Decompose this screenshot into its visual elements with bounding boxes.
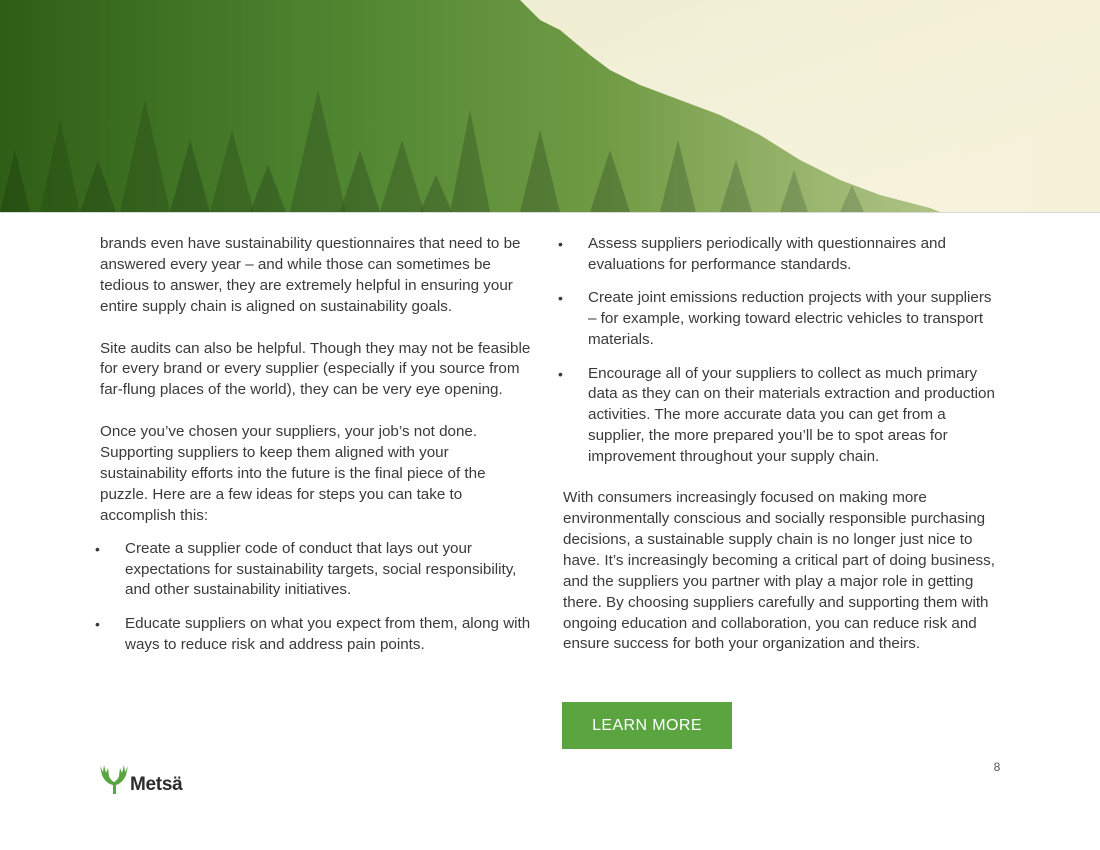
supplier-steps-list-continued [558,234,1003,468]
hero-forest-image [0,0,1100,213]
list-item [95,539,536,602]
bullet-glyph: • [558,290,563,307]
list-item [558,364,1003,469]
conclusion-paragraph: With consumers increasingly focused on making more environmentally conscious and socially responsible purchasing decisions, a sustainable supply chain is no longer just nice to have. It’s increasingly becoming a critical part of doing business, and the suppliers you partner with play a major role in getting there. By choosing suppliers carefully and supporting them with ongoing education and collaboration, you can reduce risk and ensure success for both your organization and theirs. [563,489,995,653]
list-item-text: Encourage all of your suppliers to collect as much primary data as they can on their materials extraction and production activities. The more accurate data you can get from a supplier, the more prepared you’ll be to spot areas for improvement throughout your supply chain. [588,364,995,466]
bullet-glyph: • [95,615,100,632]
supplier-steps-list [95,539,536,656]
metsa-logo [99,763,199,795]
list-item [558,234,1003,276]
list-item-text: Create joint emissions reduction projects with your suppliers – for example, working toward electric vehicles to transport materials. [588,289,992,349]
right-column [558,234,1003,676]
body-paragraph: Site audits can also be helpful. Though they may not be feasible for every brand or every supplier (especially if you source from far-flung places of the world), they can be very eye opening. [100,339,531,399]
bullet-glyph: • [558,236,563,252]
list-item-text: Educate suppliers on what you expect from them, along with ways to reduce risk and address pain points. [125,614,531,653]
learn-more-button[interactable]: LEARN MORE [562,702,732,749]
body-paragraph: brands even have sustainability questionnaires that need to be answered every year – and while those can sometimes be tedious to answer, they are extremely helpful in ensuring your entire supply chain is aligned on sustainability goals. [100,235,521,315]
forest-illustration [0,0,1100,212]
brand-wordmark: Metsä [130,774,183,795]
left-column [95,234,536,668]
list-item-text: Assess suppliers periodically with questionnaires and evaluations for performance standards. [588,235,946,273]
antler-logo-icon [99,763,130,795]
list-item-text: Create a supplier code of conduct that lays out your expectations for sustainability targets, social responsibility, and other sustainability initiatives. [125,539,517,599]
page-number: 8 [993,760,1001,774]
list-item [558,288,1003,351]
body-paragraph: Once you’ve chosen your suppliers, your job’s not done. Supporting suppliers to keep them aligned with your sustainability efforts into the future is the final piece of the puzzle. Here are a few ideas for steps you can take to accomplish this: [100,423,486,524]
bullet-glyph: • [95,540,100,557]
list-item [95,614,536,656]
bullet-glyph: • [558,365,563,382]
